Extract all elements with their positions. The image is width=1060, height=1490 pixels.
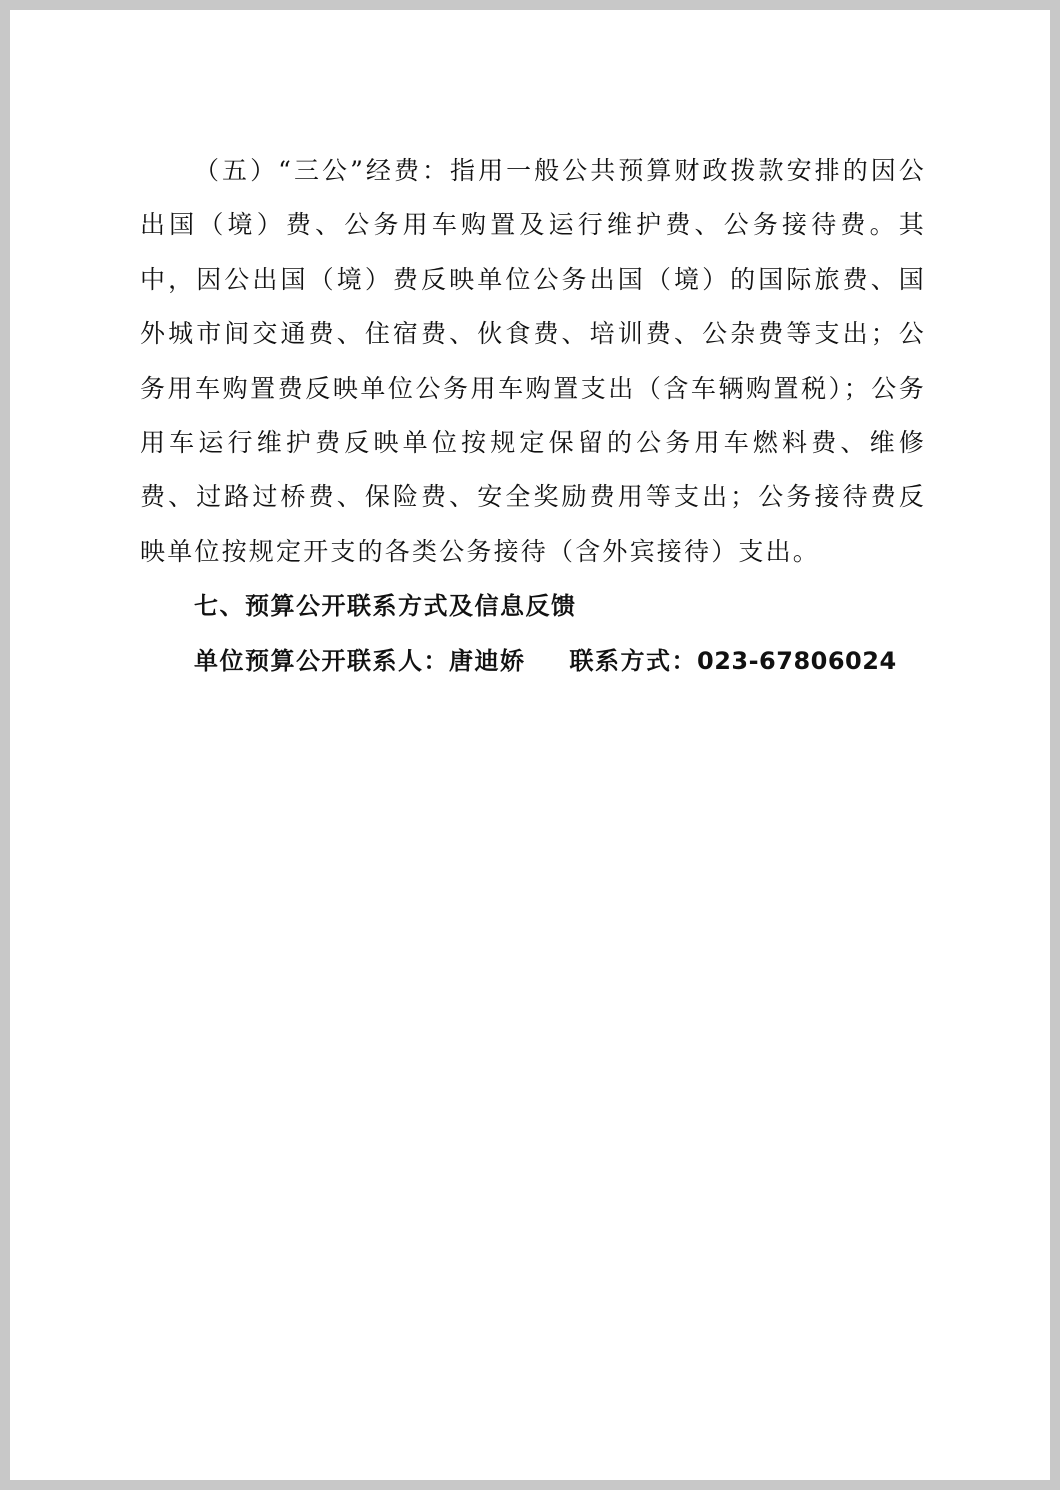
contact-person-label: 单位预算公开联系人： [194, 646, 449, 675]
document-page [10, 10, 1050, 1480]
contact-method-label: 联系方式： [569, 646, 697, 675]
section-seven-heading: 七、预算公开联系方式及信息反馈 [194, 592, 577, 621]
document-body [140, 144, 926, 688]
contact-line [140, 634, 926, 688]
contact-phone: 023-67806024 [697, 646, 897, 675]
contact-person-name: 唐迪娇 [449, 646, 526, 675]
section-five-paragraph: （五）“三公”经费：指用一般公共预算财政拨款安排的因公出国（境）费、公务用车购置及运行维护费、公务接待费。其中，因公出国（境）费反映单位公务出国（境）的国际旅费、国外城市间交通费、住宿费、伙食费、培训费、公杂费等支出；公务用车购置费反映单位公务用车购置支出（含车辆购置税）；公务用车运行维护费反映单位按规定保留的公务用车燃料费、维修费、过路过桥费、保险费、安全奖励费用等支出；公务接待费反映单位按规定开支的各类公务接待（含外宾接待）支出。 [140, 156, 926, 566]
